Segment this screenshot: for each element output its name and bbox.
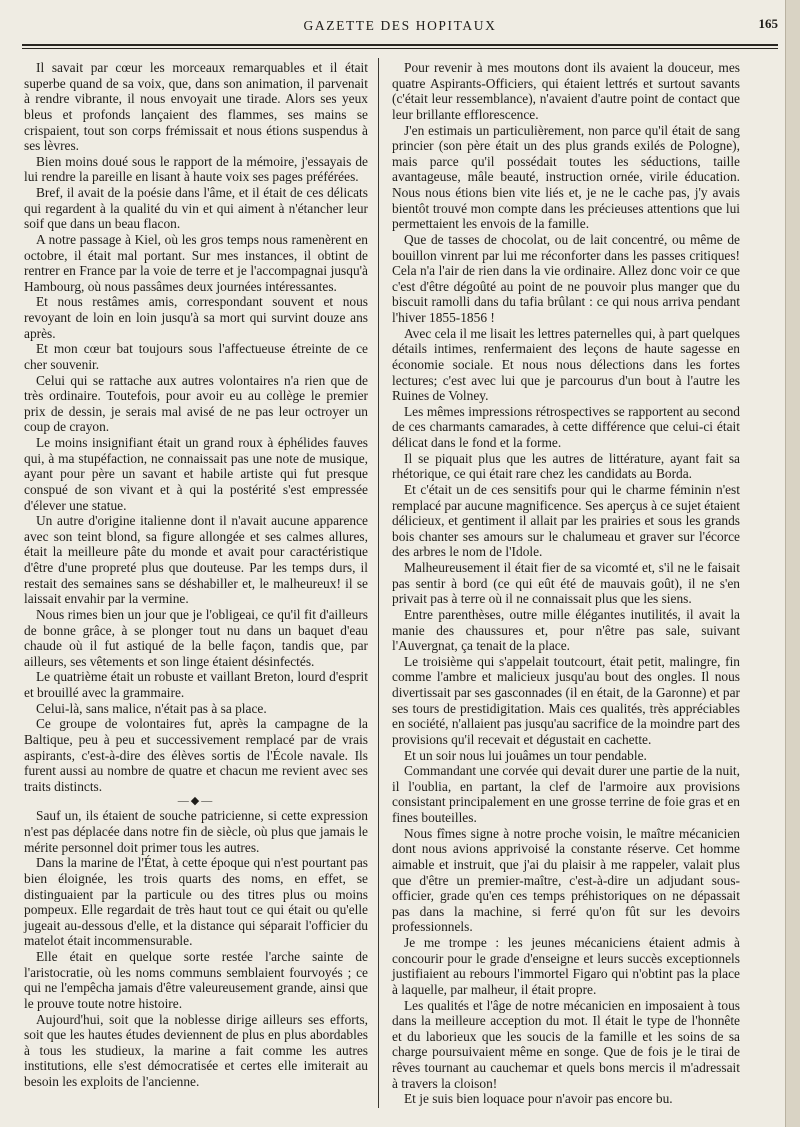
paragraph: Il savait par cœur les morceaux remarquables et il était superbe quand de sa voix, que, dans son animation, il parvenait à rendre vibrante, il nous envoyait une tirade. Alors ses yeux bleus et profonds lançaient des flammes, ses mains se crispaient, tout son corps frémissait et nous étions suspendus à ses lèvres. — [24, 60, 368, 154]
page-header — [22, 14, 778, 36]
paragraph: Je me trompe : les jeunes mécaniciens étaient admis à concourir pour le grade d'enseigne et leurs succès exceptionnels justifiaient au rebours l'immortel Figaro qui n'obtint pas la place à laquelle, par malheur, il était propre. — [392, 935, 740, 997]
journal-title: GAZETTE DES HOPITAUX — [303, 18, 497, 33]
paragraph: Les qualités et l'âge de notre mécanicien en imposaient à tous dans la meilleure acception du mot. Il était le type de l'honnête et du laborieux que les soucis de la famille et les soins de sa charge poursuivaient même en songe. Que de fois je le tirai de rêves tournant au cauchemar et quels bons mercis il m'adressait à travers la cloison! — [392, 997, 740, 1091]
paragraph: Malheureusement il était fier de sa vicomté et, s'il ne le faisait pas sentir à bord (ce qui eût été de mauvais goût), il ne s'en privait pas à terre où il ne connaissait plus que les siens. — [392, 560, 740, 607]
paragraph: Le troisième qui s'appelait toutcourt, était petit, malingre, fin comme l'ambre et malicieux jusqu'au bout des ongles. Il nous divertissait par ses gasconnades (il en était, de la Garonne) et par ses tours de prestidigitation. Mais ces qualités, très appréciables en société, n'allaient pas jusqu'au sacrifice de la moindre part des provisions qu'il recevait et dégustait en cachette. — [392, 653, 741, 747]
paragraph: Que de tasses de chocolat, ou de lait concentré, ou même de bouillon vinrent par lui me réconforter dans les passes critiques! Cela n'a l'air de rien dans la vie ordinaire. Allez donc voir ce que c'est d'être dégoûté au point de ne pouvoir plus manger que du biscuit ramolli dans du tafia brûlant : ce qui nous arriva pendant l'hiver 1855-1856 ! — [392, 231, 740, 325]
header-rule — [22, 44, 778, 46]
paragraph: Les mêmes impressions rétrospectives se rapportent au second de ces charmants camarades, à cette différence que celui-ci était délicat dans le fond et la forme. — [392, 403, 740, 450]
paragraph: A notre passage à Kiel, où les gros temps nous ramenèrent en octobre, il était mal portant. Sur mes instances, il obtint de rentrer en France par la voie de terre et je l'accompagnai jusqu'à Hambourg, où nous passâmes deux journées intéressantes. — [24, 231, 368, 294]
paragraph: Aujourd'hui, soit que la noblesse dirige ailleurs ses efforts, soit que les hautes études deviennent de plus en plus abordables à tous les studieux, la marine a fait comme les autres institutions, elle s'est démocratisée et certes elle imiterait au besoin les exploits de l'ancienne. — [24, 1011, 368, 1089]
paragraph: Il se piquait plus que les autres de littérature, ayant fait sa rhétorique, ce qui était rare chez les candidats au Borda. — [392, 450, 740, 482]
paragraph: Celui qui se rattache aux autres volontaires n'a rien que de très ordinaire. Toutefois, pour avoir eu au collège le premier prix de dessin, je serais mal avisé de ne pas leur octroyer un coup de crayon. — [24, 372, 368, 435]
paragraph: Et nous restâmes amis, correspondant souvent et nous revoyant de loin en loin jusqu'à sa mort qui survint douze ans après. — [24, 294, 368, 341]
paragraph: Entre parenthèses, outre mille élégantes inutilités, il avait la manie des chaussures et, pour n'être pas sale, suivant l'Auvergnat, ça tenait de la place. — [392, 606, 740, 654]
header-rule-thin — [22, 48, 778, 49]
paragraph: Et mon cœur bat toujours sous l'affectueuse étreinte de ce cher souvenir. — [24, 341, 368, 372]
section-separator: —◆— — [177, 795, 215, 808]
paragraph: Bien moins doué sous le rapport de la mémoire, j'essayais de lui rendre la pareille en lisant à haute voix ses pages préférées. — [24, 153, 368, 185]
paragraph: J'en estimais un particulièrement, non parce qu'il était de sang princier (son père était un des plus grands exilés de Pologne), mais parce qu'il possédait toutes les séductions, taille avantageuse, mâle beauté, instruction ornée, virile éducation. Nous nous étions bien vite liés et, je ne le cache pas, j'y avais bientôt trouvé mon compte dans les précieuses attentions que lui permettaient les envois de la famille. — [392, 122, 740, 232]
paragraph: Le moins insignifiant était un grand roux à éphélides fauves qui, à ma stupéfaction, ne connaissait pas une note de musique, ayant pour père un savant et habile artiste qui fut presque conspué de son vivant et à qui la postérité s'est empressée d'élever une statue. — [24, 435, 368, 513]
page-edge — [786, 0, 800, 1127]
page-number: 165 — [758, 16, 778, 31]
paragraph: Nous rimes bien un jour que je l'obligeai, ce qu'il fit d'ailleurs de bonne grâce, à se plonger tout nu dans un baquet d'eau chaude où il fut astiqué de la belle façon, tandis que, par ailleurs, ses vêtements et son linge étaient désinfectés. — [24, 606, 368, 669]
paragraph: Commandant une corvée qui devait durer une partie de la nuit, il l'oublia, en partant, la clef de l'armoire aux provisions consistant principalement en une grosse terrine de foie gras et en fines bouteilles. — [392, 763, 740, 825]
paragraph: Le quatrième était un robuste et vaillant Breton, lourd d'esprit et brouillé avec la grammaire. — [24, 669, 368, 700]
paragraph: Avec cela il me lisait les lettres paternelles qui, à part quelques détails intimes, renfermaient des leçons de haute sagesse en économie sociale. Et nous nous délections dans les fortes lectures; c'est avec lui que je parcourus d'un bout à l'autre les Ruines de Volney. — [392, 325, 740, 404]
right-column — [392, 60, 740, 1107]
paragraph: Ce groupe de volontaires fut, après la campagne de la Baltique, peu à peu et successivement remplacé par de vrais aspirants, c'est-à-dire des élèves sortis de l'École navale. Ils furent aussi au nombre de quatre et chacun me revient avec ses traits distincts. — [24, 716, 368, 794]
left-column — [24, 60, 368, 1090]
paragraph: Dans la marine de l'État, à cette époque qui n'est pourtant pas bien éloignée, les trois quarts des noms, en effet, se distinguaient par la particule ou des titres plus ou moins pompeux. Elle regardait de très haut tout ce qui était ou qu'elle jugeait au-dessous d'elle, et la distance qui séparait l'officier du matelot était incommensurable. — [24, 855, 368, 949]
paragraph: Elle était en quelque sorte restée l'arche sainte de l'aristocratie, où les noms communs semblaient fourvoyés ; ce qui ne l'empêcha jamais d'être valeureusement grande, ainsi que le prouve toute notre histoire. — [24, 949, 368, 1011]
paragraph: Sauf un, ils étaient de souche patricienne, si cette expression n'est pas déplacée dans notre fin de siècle, où plus que jamais le mérite personnel doit primer tous les autres. — [24, 808, 368, 855]
paragraph: Et c'était un de ces sensitifs pour qui le charme féminin n'est remplacé par aucune magnificence. Ses aperçus à ce sujet étaient délicieux, et gentiment il allait par les prairies et sous les grands bois chanter ses amours sur le chalumeau et graver sur l'écorce des arbres le nom de l'Idole. — [392, 481, 740, 560]
paragraph: Et je suis bien loquace pour n'avoir pas encore bu. — [404, 1091, 673, 1107]
paragraph: Celui-là, sans malice, n'était pas à sa place. — [36, 700, 267, 716]
paragraph: Pour revenir à mes moutons dont ils avaient la douceur, mes quatre Aspirants-Officiers, qui étaient lettrés et surtout savants (c'était leur ressemblance), n'avaient d'autre point de contact que leur brillante efflorescence. — [392, 60, 740, 122]
paragraph: Un autre d'origine italienne dont il n'avait aucune apparence avec son teint blond, sa figure allongée et ses calmes allures, était la meilleure pâte du monde et avait pour caractéristique d'être d'une propreté plus que douteuse. Par les temps durs, il restait des semaines sans se déshabiller et, le malheureux! il se laissait envahir par la vermine. — [24, 513, 368, 607]
paragraph: Et un soir nous lui jouâmes un tour pendable. — [404, 747, 647, 763]
paragraph: Bref, il avait de la poésie dans l'âme, et il était de ces délicats qui regardent à la qualité du vin et qui aiment à n'étancher leur soif que dans un beau flacon. — [24, 185, 368, 232]
paragraph: Nous fîmes signe à notre proche voisin, le maître mécanicien dont nous avions apprivoisé la constante réserve. Cet homme aimable et instruit, que j'ai du plaisir à me rappeler, valait plus que d'être un premier-maître, c'est-à-dire un adjudant sous-officier, grade qu'en ces temps préhistoriques on ne dépassait pas dans la machine, si ferré qu'on fût sur les devoirs professionnels. — [392, 825, 740, 935]
column-divider — [378, 58, 379, 1108]
